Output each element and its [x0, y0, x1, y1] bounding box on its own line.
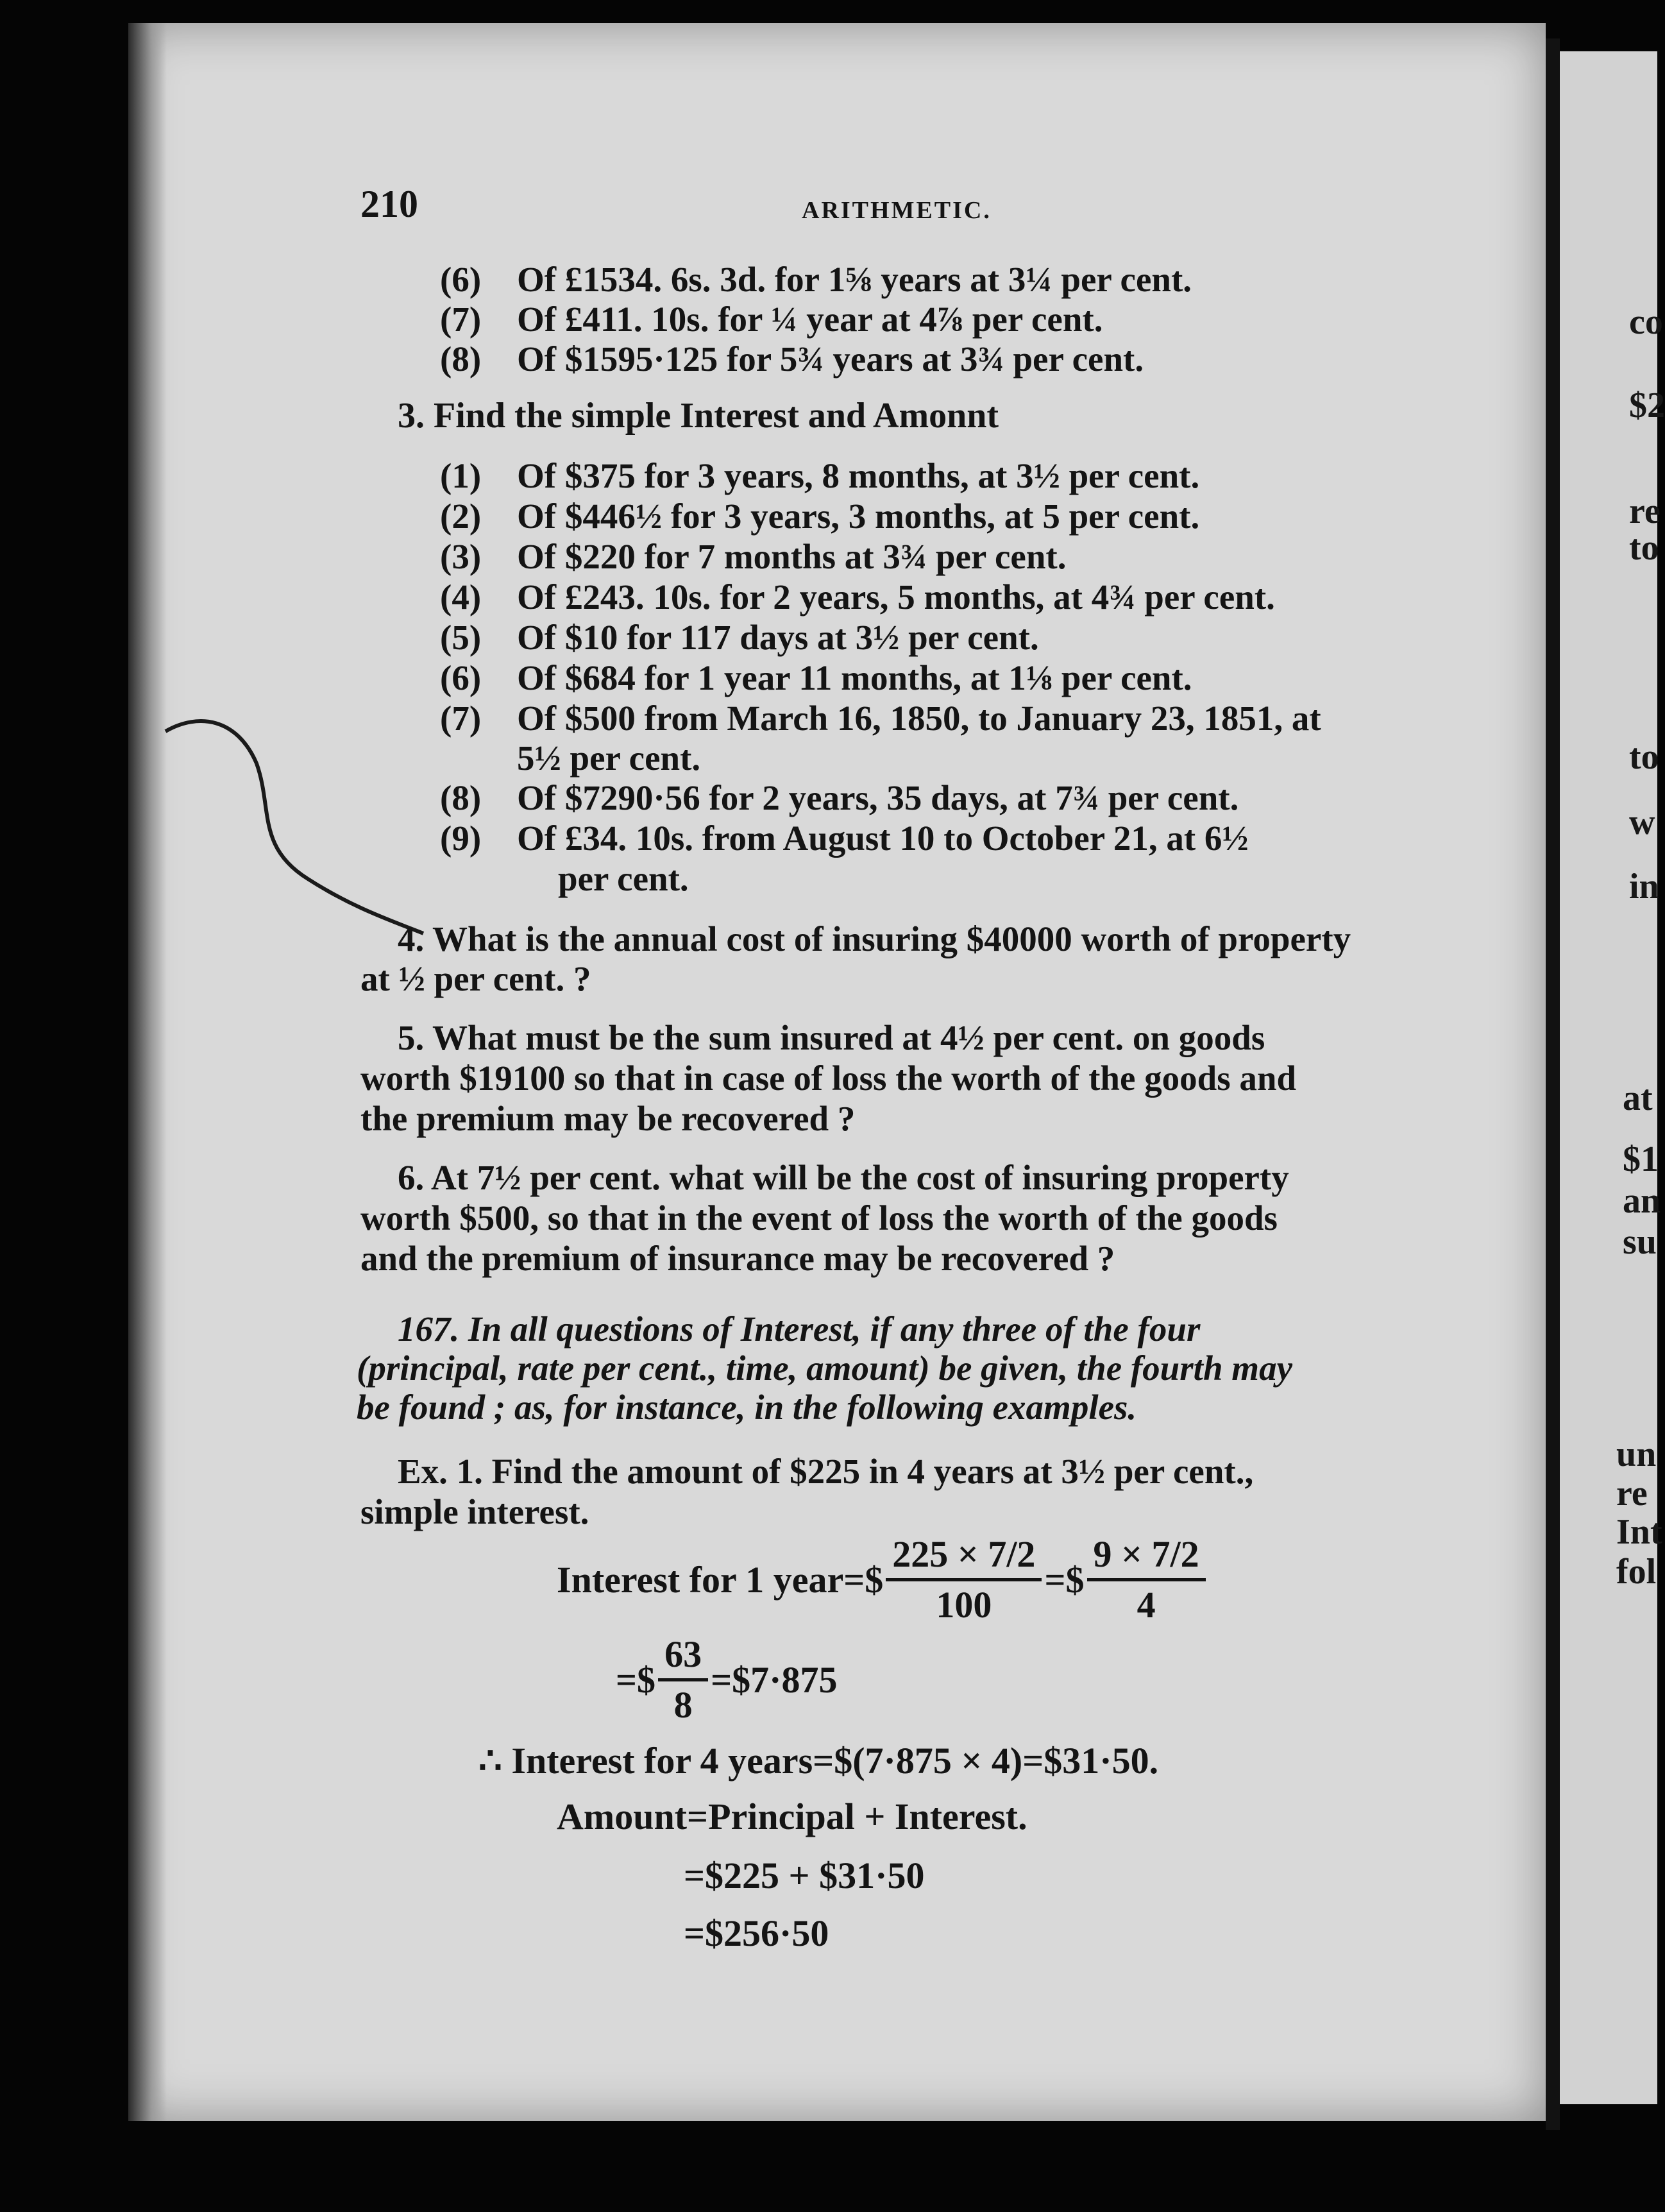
article-167-line-3: be found ; as, for instance, in the following examples. — [357, 1388, 1137, 1427]
facing-fragment: $1 — [1623, 1139, 1659, 1179]
example-1-line-2: simple interest. — [360, 1492, 589, 1531]
question-4-line-2: at ½ per cent. ? — [360, 959, 591, 998]
facing-fragment: to — [1629, 528, 1659, 568]
item-text: Of $10 for 117 days at 3½ per cent. — [517, 618, 1039, 657]
item-number: (7) — [440, 699, 482, 738]
list-item-continuation: 5½ per cent. — [517, 738, 701, 778]
equation-label: Interest for 1 year=$ — [557, 1559, 884, 1601]
list-item — [440, 496, 1199, 536]
example-1-line-1: Ex. 1. Find the amount of $225 in 4 years at 3½ per cent., — [398, 1452, 1254, 1491]
item-text: Of $220 for 7 months at 3¾ per cent. — [517, 537, 1067, 576]
facing-fragment: an — [1623, 1181, 1661, 1221]
facing-fragment: to — [1629, 737, 1659, 777]
question-4-line-1: 4. What is the annual cost of insuring $40000 worth of property — [398, 919, 1351, 958]
facing-fragment: co — [1629, 302, 1663, 342]
question-6-line-1: 6. At 7½ per cent. what will be the cost of insuring property — [398, 1158, 1289, 1197]
item-text: Of $684 for 1 year 11 months, at 1⅛ per cent. — [517, 658, 1192, 697]
facing-fragment: Int — [1616, 1512, 1662, 1552]
equals-sign: =$ — [616, 1659, 656, 1701]
list-item-continuation: per cent. — [558, 859, 689, 898]
facing-fragment: re — [1629, 491, 1661, 531]
item-number: (3) — [440, 537, 482, 576]
fraction — [658, 1633, 708, 1726]
list-item — [440, 259, 1192, 300]
question-6-line-2: worth $500, so that in the event of loss the worth of the goods — [360, 1198, 1278, 1238]
list-item — [440, 536, 1067, 577]
list-item — [440, 658, 1192, 698]
item-number: (2) — [440, 497, 482, 536]
item-text: Of $1595·125 for 5¾ years at 3¾ per cent. — [517, 339, 1144, 379]
interest-one-year-equation — [557, 1533, 1208, 1626]
amount-step: =$225 + $31·50 — [684, 1855, 925, 1896]
list-item — [440, 455, 1199, 496]
page-gutter-shadow — [128, 23, 167, 2121]
fraction-numerator: 225 × 7/2 — [886, 1533, 1042, 1581]
fraction-numerator: 63 — [658, 1633, 708, 1681]
facing-fragment: su — [1623, 1222, 1657, 1262]
facing-fragment: re — [1616, 1474, 1648, 1513]
item-number: (4) — [440, 577, 482, 617]
item-text: Of $500 from March 16, 1850, to January 23, 1851, at — [517, 699, 1321, 738]
item-text: Of £411. 10s. for ¼ year at 4⅞ per cent. — [517, 300, 1103, 339]
item-number: (9) — [440, 819, 482, 858]
page-binding-edge — [1546, 38, 1560, 2130]
question-5-line-3: the premium may be recovered ? — [360, 1099, 856, 1138]
facing-fragment: at — [1623, 1078, 1653, 1118]
item-number: (1) — [440, 456, 482, 495]
facing-fragment: in — [1629, 867, 1659, 906]
fraction — [1087, 1533, 1206, 1626]
fraction-numerator: 9 × 7/2 — [1087, 1533, 1206, 1581]
item-number: (8) — [440, 339, 482, 379]
amount-result: =$256·50 — [684, 1912, 829, 1954]
item-text: Of $7290·56 for 2 years, 35 days, at 7¾ per cent. — [517, 778, 1239, 817]
running-head: ARITHMETIC. — [802, 197, 992, 224]
amount-definition: Amount=Principal + Interest. — [557, 1796, 1027, 1837]
item-text: Of $375 for 3 years, 8 months, at 3½ per cent. — [517, 456, 1200, 495]
interest-four-years: ∴ Interest for 4 years=$(7·875 × 4)=$31·50. — [478, 1740, 1159, 1782]
item-number: (6) — [440, 658, 482, 697]
article-167-line-2: (principal, rate per cent., time, amount) be given, the fourth may — [357, 1348, 1292, 1388]
item-text: Of £34. 10s. from August 10 to October 21, at 6½ — [517, 819, 1249, 858]
item-text: Of £1534. 6s. 3d. for 1⅝ years at 3¼ per cent. — [517, 260, 1192, 299]
facing-fragment: un — [1616, 1434, 1657, 1474]
interest-one-year-result — [616, 1633, 837, 1726]
fraction-denominator: 4 — [1137, 1584, 1156, 1626]
item-number: (6) — [440, 260, 482, 299]
item-number: (5) — [440, 618, 482, 657]
list-item — [440, 299, 1103, 339]
fraction-denominator: 100 — [936, 1584, 992, 1626]
list-item — [440, 617, 1039, 658]
fraction-denominator: 8 — [673, 1684, 693, 1726]
question-6-line-3: and the premium of insurance may be recovered ? — [360, 1239, 1115, 1278]
list-item — [440, 698, 1321, 738]
article-167-line-1: 167. In all questions of Interest, if any three of the four — [398, 1309, 1201, 1348]
equals-sign: =$ — [1044, 1559, 1085, 1601]
facing-fragment: fol — [1616, 1552, 1657, 1592]
result-value: =$7·875 — [711, 1659, 838, 1701]
list-item — [440, 778, 1238, 818]
facing-fragment: w — [1629, 803, 1655, 842]
pen-stroke-mark — [160, 712, 430, 943]
item-number: (8) — [440, 778, 482, 817]
item-number: (7) — [440, 300, 482, 339]
facing-fragment: $2 — [1629, 386, 1665, 425]
list-item — [440, 339, 1144, 379]
page-number: 210 — [360, 183, 418, 225]
question-5-line-1: 5. What must be the sum insured at 4½ per cent. on goods — [398, 1018, 1265, 1057]
fraction — [886, 1533, 1042, 1626]
list-item — [440, 818, 1249, 858]
question-5-line-2: worth $19100 so that in case of loss the worth of the goods and — [360, 1059, 1297, 1098]
exercise-heading: 3. Find the simple Interest and Amonnt — [398, 396, 999, 436]
item-text: Of $446½ for 3 years, 3 months, at 5 per cent. — [517, 497, 1200, 536]
list-item — [440, 577, 1275, 617]
item-text: Of £243. 10s. for 2 years, 5 months, at 4¾ per cent. — [517, 577, 1275, 617]
